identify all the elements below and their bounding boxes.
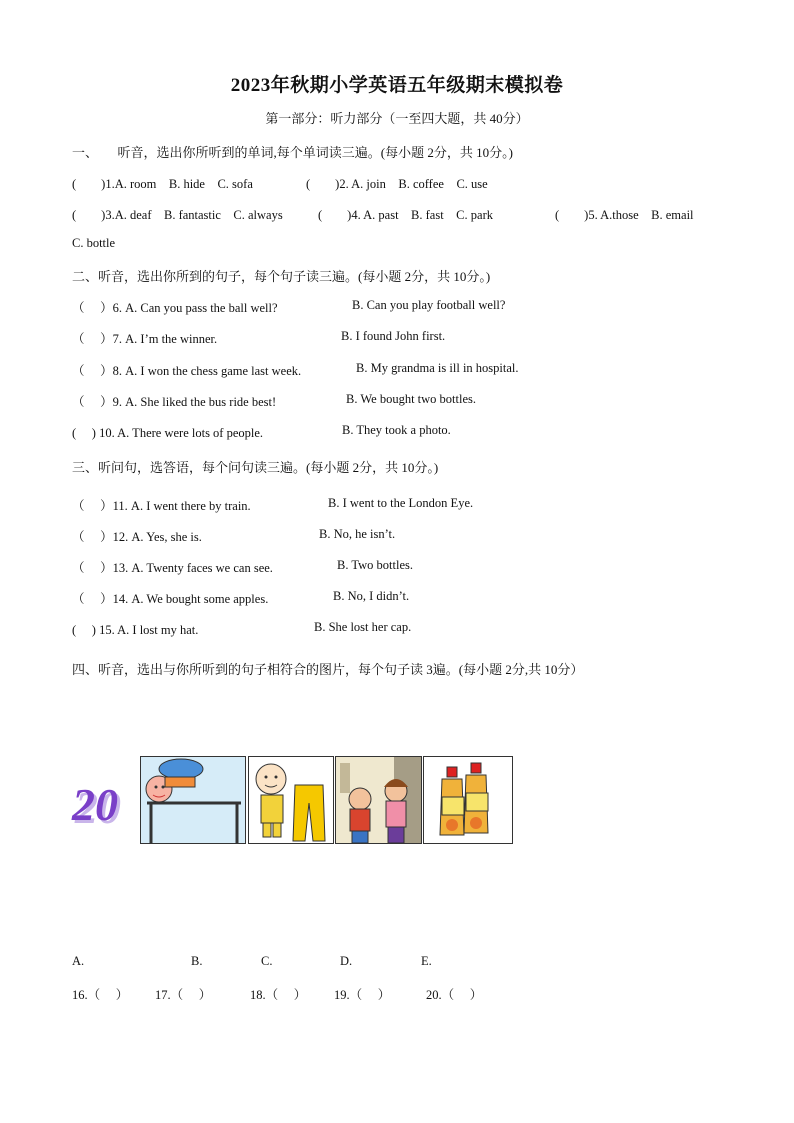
picture-label: E. [421,954,432,968]
answer-blank: 19.（ ） [334,988,391,1002]
page-subtitle: 第一部分：听力部分（一至四大题，共 40分） [265,111,529,126]
question-row: ( )4. A. past B. fast C. park [318,208,493,222]
picture-two-bottles [423,756,513,844]
option-b: B. She lost her cap. [314,620,412,634]
picture-man-and-trousers [248,756,334,844]
question-row: ( )2. A. join B. coffee C. use [306,177,488,191]
question-row: （ ）8. A. I won the chess game last week. [72,364,302,378]
question-row: C. bottle [72,236,116,250]
question-row: ( ) 15. A. I lost my hat. [72,623,199,637]
question-row: ( )3.A. deaf B. fantastic C. always [72,208,283,222]
question-row: （ ）11. A. I went there by train. [72,499,251,513]
question-row: ( )1.A. room B. hide C. sofa [72,177,253,191]
section3-heading: 三、听问句，选答语，每个问句读三遍。(每小题 2分，共 10分。) [72,460,439,475]
option-b: B. Two bottles. [337,558,413,572]
picture-boy-on-bar [140,756,246,844]
picture-a-number: 20 [72,779,118,830]
option-b: B. No, he isn’t. [319,527,396,541]
option-b: B. My grandma is ill in hospital. [356,361,519,375]
question-row: （ ）12. A. Yes, she is. [72,530,202,544]
option-b: B. We bought two bottles. [346,392,477,406]
question-row: ( ) 10. A. There were lots of people. [72,426,264,440]
question-row: （ ）9. A. She liked the bus ride best! [72,395,277,409]
answer-blank: 17.（ ） [155,988,212,1002]
question-row: （ ）6. A. Can you pass the ball well? [72,301,278,315]
option-b: B. I found John first. [341,329,446,343]
option-b: B. No, I didn’t. [333,589,410,603]
picture-label: A. [72,954,85,968]
option-b: B. Can you play football well? [352,298,506,312]
section2-heading: 二、听音，选出你所到的句子，每个句子读三遍。(每小题 2分，共 10分。) [72,269,491,284]
picture-label: B. [191,954,203,968]
section1-heading: 一、 听音，选出你所听到的单词,每个单词读三遍。(每小题 2分，共 10分。) [72,145,513,160]
question-row: （ ）13. A. Twenty faces we can see. [72,561,273,575]
picture-label: C. [261,954,273,968]
picture-label: D. [340,954,353,968]
section4-heading: 四、听音，选出与你所听到的句子相符合的图片，每个句子读 3遍。(每小题 2分,共 10分） [72,662,584,677]
option-b: B. I went to the London Eye. [328,496,474,510]
question-row: （ ）14. A. We bought some apples. [72,592,269,606]
answer-blank: 16.（ ） [72,988,129,1002]
question-row: （ ）7. A. I’m the winner. [72,332,218,346]
page-title: 2023年秋期小学英语五年级期末模拟卷 [230,75,564,96]
picture-two-kids [335,756,422,844]
question-row: ( )5. A.those B. email [555,208,694,222]
answer-blank: 18.（ ） [250,988,307,1002]
answer-blank: 20.（ ） [426,988,483,1002]
option-b: B. They took a photo. [342,423,451,437]
